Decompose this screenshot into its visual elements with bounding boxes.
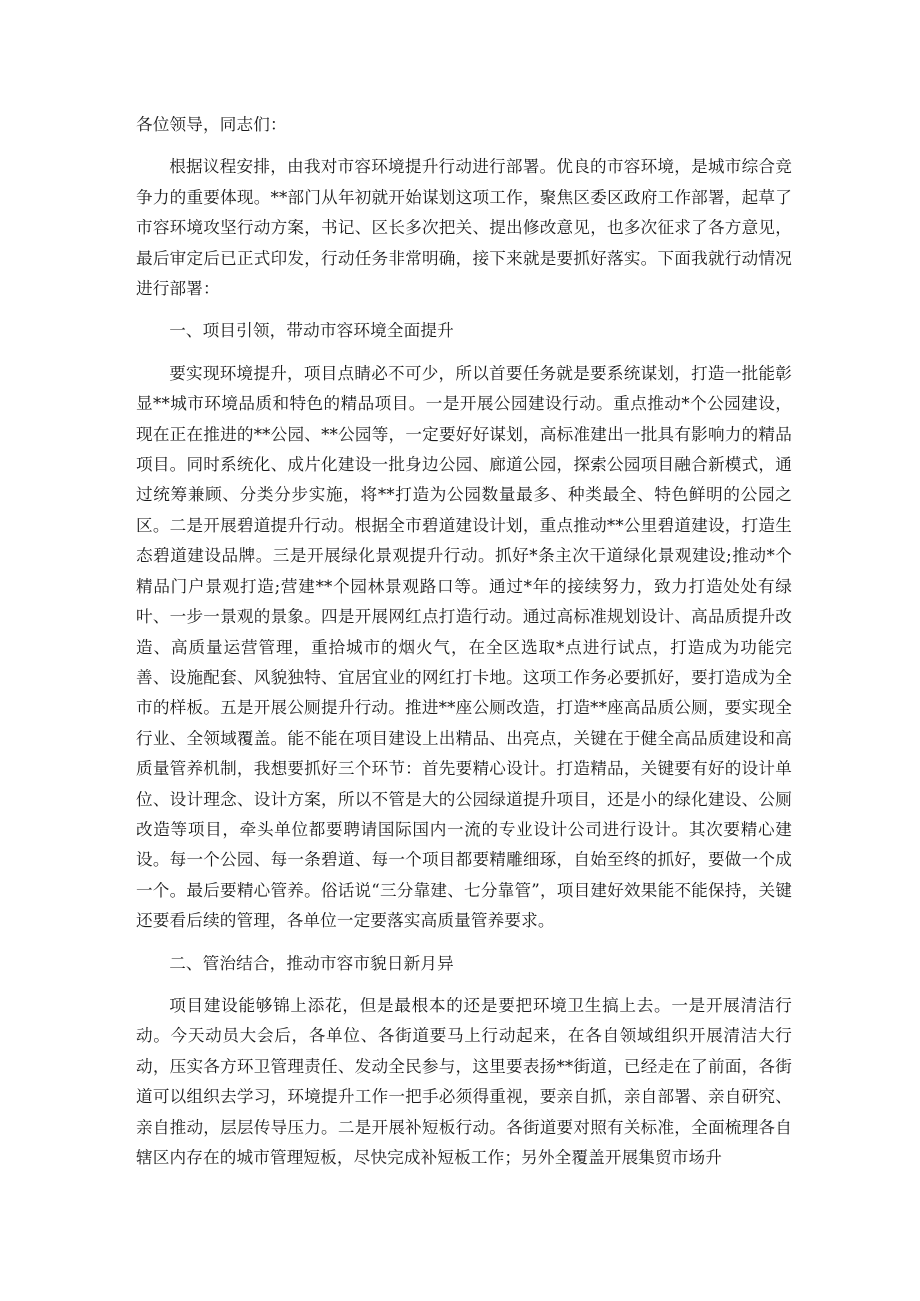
section-1-body: 要实现环境提升，项目点睛必不可少，所以首要任务就是要系统谋划，打造一批能彰显**城市环境品质和特色的精品项目。一是开展公园建设行动。重点推动*个公园建设，现在正在推进的**公园、**公园等，一定要好好谋划，高标准建出一批具有影响力的精品项目。同时系统化、成片化建设一批身边公园、廊道公园，探索公园项目融合新模式，通过统筹兼顾、分类分步实施，将**打造为公园数量最多、种类最全、特色鲜明的公园之区。二是开展碧道提升行动。根据全市碧道建设计划，重点推动**公里碧道建设，打造生态碧道建设品牌。三是开展绿化景观提升行动。抓好*条主次干道绿化景观建设;推动*个精品门户景观打造;营建**个园林景观路口等。通过*年的接续努力，致力打造处处有绿叶、一步一景观的景象。四是开展网红点打造行动。通过高标准规划设计、高品质提升改造、高质量运营管理，重拾城市的烟火气，在全区选取*点进行试点，打造成为功能完善、设施配套、风貌独特、宜居宜业的网红打卡地。这项工作务必要抓好，要打造成为全市的样板。五是开展公厕提升行动。推进**座公厕改造，打造**座高品质公厕，要实现全行业、全领域覆盖。能不能在项目建设上出精品、出亮点，关键在于健全高品质建设和高质量管养机制，我想要抓好三个环节：首先要精心设计。打造精品，关键要有好的设计单位、设计理念、设计方案，所以不管是大的公园绿道提升项目，还是小的绿化建设、公厕改造等项目，牵头单位都要聘请国际国内一流的专业设计公司进行设计。其次要精心建设。每一个公园、每一条碧道、每一个项目都要精雕细琢，自始至终的抓好，要做一个成一个。最后要精心管养。俗话说“三分靠建、七分靠管”，项目建好效果能不能保持，关键还要看后续的管理，各单位一定要落实高质量管养要求。 bbox=[136, 363, 792, 931]
intro-paragraph: 根据议程安排，由我对市容环境提升行动进行部署。优良的市容环境，是城市综合竞争力的重要体现。**部门从年初就开始谋划这项工作，聚焦区委区政府工作部署，起草了市容环境攻坚行动方案，书记、区长多次把关、提出修改意见，也多次征求了各方意见，最后审定后已正式印发，行动任务非常明确，接下来就是要抓好落实。下面我就行动情况进行部署： bbox=[136, 157, 792, 299]
section-2-body: 项目建设能够锦上添花，但是最根本的还是要把环境卫生搞上去。一是开展清洁行动。今天动员大会后，各单位、各街道要马上行动起来，在各自领域组织开展清洁大行动，压实各方环卫管理责任、发动全民参与，这里要表扬**街道，已经走在了前面，各街道可以组织去学习，环境提升工作一把手必须得重视，要亲自抓，亲自部署、亲自研究、亲自推动，层层传导压力。二是开展补短板行动。各街道要对照有关标准，全面梳理各自辖区内存在的城市管理短板，尽快完成补短板工作；另外全覆盖开展集贸市场升 bbox=[136, 995, 792, 1167]
greeting: 各位领导，同志们： bbox=[136, 115, 287, 134]
section-2-heading: 二、管治结合，推动市容市貌日新月异 bbox=[169, 953, 454, 973]
document-page bbox=[136, 110, 792, 1185]
section-1-heading: 一、项目引领，带动市容环境全面提升 bbox=[169, 321, 454, 341]
